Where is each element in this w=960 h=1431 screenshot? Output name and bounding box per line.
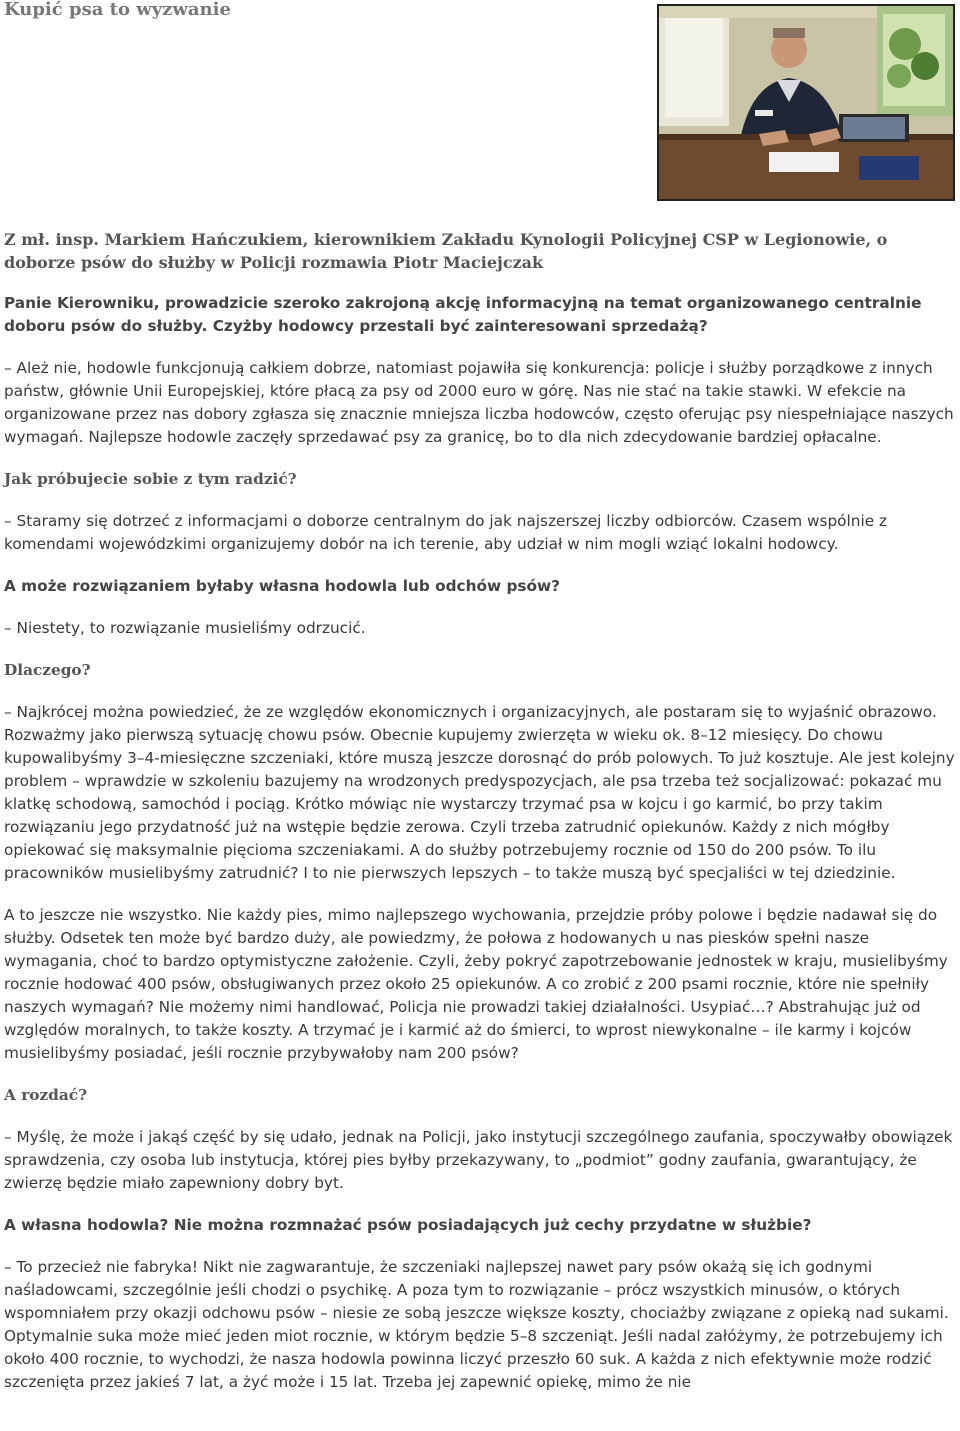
article-intro: Z mł. insp. Markiem Hańczukiem, kierownikiem Zakładu Kynologii Policyjnej CSP w Legionowie, o doborze psów do służby w Policji rozmawia Piotr Maciejczak bbox=[4, 230, 888, 272]
question-paragraph: A może rozwiązaniem byłaby własna hodowla lub odchów psów? bbox=[4, 577, 561, 595]
question-paragraph: Jak próbujecie sobie z tym radzić? bbox=[4, 470, 297, 488]
question-paragraph: A własna hodowla? Nie można rozmnażać psów posiadających już cechy przydatne w służbie? bbox=[4, 1216, 812, 1234]
answer-paragraph: – Myślę, że może i jakąś część by się udało, jednak na Policji, jako instytucji szczególnego zaufania, spoczywałby obowiązek sprawdzenia, czy osoba lub instytucja, której pies byłby przekazywany, to „podmiot” godny zaufania, gwarantujący, że zwierzę będzie miało zapewniony dobry byt. bbox=[4, 1128, 953, 1192]
answer-paragraph: – To przecież nie fabryka! Nikt nie zagwarantuje, że szczeniaki najlepszej nawet pary psów okażą się ich godnymi naśladowcami, szczególnie jeśli chodzi o psychikę. A poza tym to rozwiązanie – prócz wszystkich minusów, o których wspomniałem przy okazji odchowu psów – niesie ze sobą jeszcze większe koszty, chociażby związane z opieką nad sukami. Optymalnie suka może mieć jeden miot rocznie, w którym będzie 5–8 szczeniąt. Jeśli nadal załóżymy, że potrzebujemy ich około 400 rocznie, to wychodzi, że nasza hodowla powinna liczyć przeszło 60 suk. A każda z nich efektywnie może rodzić szczenięta przez jakieś 7 lat, a żyć może i 15 lat. Trzeba jej zapewnić opiekę, mimo że nie bbox=[4, 1258, 949, 1391]
article-title: Kupić psa to wyzwanie bbox=[4, 0, 231, 20]
interview-photo bbox=[657, 4, 955, 201]
question-paragraph: Panie Kierowniku, prowadzicie szeroko zakrojoną akcję informacyjną na temat organizowanego centralnie doboru psów do służby. Czyżby hodowcy przestali być zainteresowani sprzedażą? bbox=[4, 294, 922, 335]
answer-paragraph: A to jeszcze nie wszystko. Nie każdy pies, mimo najlepszego wychowania, przejdzie próby polowe i będzie nadawał się do służby. Odsetek ten może być bardzo duży, ale powiedzmy, że połowa z hodowanych u nas piesków spełni nasze wymagania, choć to bardzo optymistyczne założenie. Czyli, żeby pokryć zapotrzebowanie jednostek w kraju, musielibyśmy rocznie hodować 400 psów, obsługiwanych przez około 25 opiekunów. A co zrobić z 200 psami rocznie, które nie spełniły naszych wymagań? Nie możemy nimi handlować, Policja nie prowadzi takiej działalności. Usypiać…? Abstrahując już od względów moralnych, to także koszty. A trzymać je i karmić aż do śmierci, to wprost niewykonalne – ile karmy i kojców musielibyśmy posiadać, jeśli rocznie przybywałoby nam 200 psów? bbox=[4, 906, 948, 1062]
question-paragraph: Dlaczego? bbox=[4, 661, 91, 679]
answer-paragraph: – Ależ nie, hodowle funkcjonują całkiem dobrze, natomiast pojawiła się konkurencja: policje i służby porządkowe z innych państw, głównie Unii Europejskiej, które płacą za psy od 2000 euro w górę. Nas nie stać na takie stawki. W efekcie na organizowane przez nas dobory zgłasza się znacznie mniejsza liczba hodowców, często oferując psy niespełniające naszych wymagań. Najlepsze hodowle zaczęły sprzedawać psy za granicę, bo to dla nich zdecydowanie bardziej opłacalne. bbox=[4, 359, 954, 446]
answer-paragraph: – Niestety, to rozwiązanie musieliśmy odrzucić. bbox=[4, 619, 366, 637]
interview-body bbox=[4, 292, 959, 1413]
question-paragraph: A rozdać? bbox=[4, 1086, 88, 1104]
answer-paragraph: – Staramy się dotrzeć z informacjami o doborze centralnym do jak najszerszej liczby odbiorców. Czasem wspólnie z komendami wojewódzkimi organizujemy dobór na ich terenie, aby udział w nim mogli wziąć lokalni hodowcy. bbox=[4, 512, 888, 553]
answer-paragraph: – Najkrócej można powiedzieć, że ze względów ekonomicznych i organizacyjnych, ale postaram się to wyjaśnić obrazowo. Rozważmy jako pierwszą sytuację chowu psów. Obecnie kupujemy zwierzęta w wieku ok. 8–12 miesięcy. Do chowu kupowalibyśmy 3–4-miesięczne szczeniaki, które muszą jeszcze dorosnąć do prób polowych. To już kosztuje. Ale jest kolejny problem – wprawdzie w szkoleniu bazujemy na wrodzonych predyspozycjach, ale psa trzeba też socjalizować: pokazać mu klatkę schodową, samochód i pociąg. Krótko mówiąc nie wystarczy trzymać psa w kojcu i go karmić, bo przy takim rozwiązaniu jego przydatność już na wstępie będzie zerowa. Czyli trzeba zatrudnić opiekunów. Każdy z nich mógłby opiekować się maksymalnie pięcioma szczeniakami. A do służby potrzebujemy rocznie od 150 do 200 psów. To ilu pracowników musielibyśmy zatrudnić? I to nie pierwszych lepszych – to także muszą być specjaliści w tej dziedzinie. bbox=[4, 703, 955, 882]
officer-at-desk-image bbox=[659, 6, 953, 199]
